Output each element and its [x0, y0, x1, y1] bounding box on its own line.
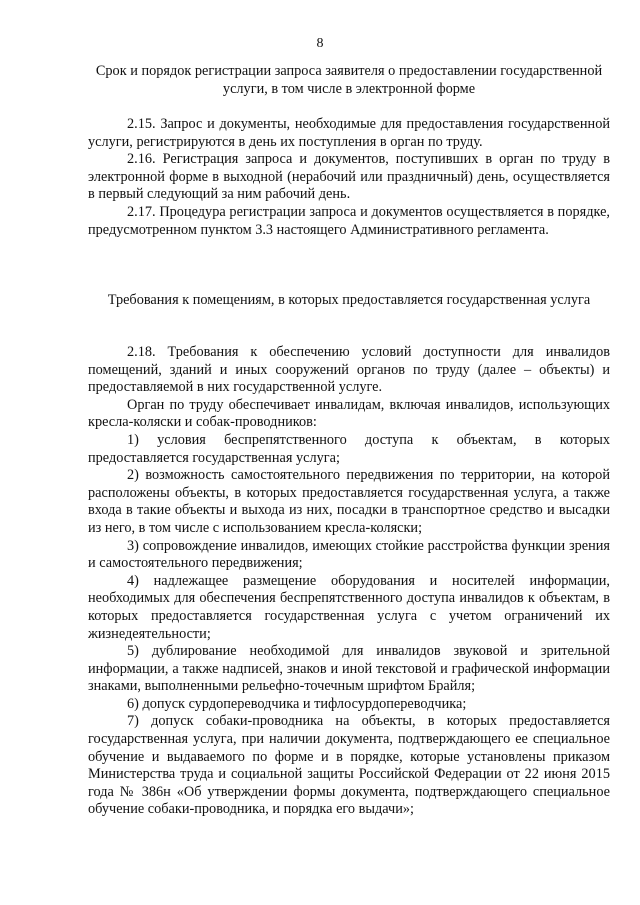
- list-item-2: 2) возможность самостоятельного передвижения по территории, на которой расположены объекты, в которых предоставляется государственная услуга, а также входа в такие объекты и выхода из них, посадки в транспортное средство и высадки из него, в том числе с использованием кресла-коляски;: [88, 467, 610, 536]
- paragraph-2-15: 2.15. Запрос и документы, необходимые для предоставления государственной услуги, регистрируются в день их поступления в орган по труду.: [88, 116, 610, 150]
- section-heading-registration: Срок и порядок регистрации запроса заявителя о предоставлении государственной услуги, в том числе в электронной форме: [95, 63, 603, 97]
- paragraph-2-16: 2.16. Регистрация запроса и документов, поступивших в орган по труду в электронной форме в выходной (нерабочий или праздничный) день, осуществляется в первый следующий за ним рабочий день.: [88, 151, 610, 203]
- paragraph-2-18: 2.18. Требования к обеспечению условий доступности для инвалидов помещений, зданий и иных сооружений органов по труду (далее – объекты) и предоставляемой в них государственной услуге.: [88, 344, 610, 396]
- list-item-1: 1) условия беспрепятственного доступа к объектам, в которых предоставляется государственная услуга;: [88, 431, 610, 466]
- list-item-3: 3) сопровождение инвалидов, имеющих стойкие расстройства функции зрения и самостоятельного передвижения;: [88, 537, 610, 572]
- list-item-5: 5) дублирование необходимой для инвалидов звуковой и зрительной информации, а также надписей, знаков и иной текстовой и графической информации знаками, выполненными рельефно-точечным шрифтом Брайля;: [88, 643, 610, 695]
- section-heading-premises: Требования к помещениям, в которых предоставляется государственная услуга: [107, 292, 591, 308]
- list-item-6: 6) допуск сурдопереводчика и тифлосурдопереводчика;: [127, 695, 467, 712]
- page-number: 8: [316, 36, 324, 51]
- list-item-7: 7) допуск собаки-проводника на объекты, в которых предоставляется государственная услуга, при наличии документа, подтверждающего ее специальное обучение и выдаваемого по форме и в порядке, которые установлены приказом Министерства труда и социальной защиты Российской Федерации от 22 июня 2015 года № 386н «Об утверждении формы документа, подтверждающего специальное обучение собаки-проводника, и порядка его выдачи»;: [88, 713, 610, 818]
- paragraph-2-17: 2.17. Процедура регистрации запроса и документов осуществляется в порядке, предусмотренном пунктом 3.3 настоящего Административного регламента.: [88, 203, 610, 238]
- section-body-registration: [88, 116, 610, 239]
- paragraph-intro-list: Орган по труду обеспечивает инвалидам, включая инвалидов, использующих кресла-коляски и собак-проводников:: [88, 396, 610, 431]
- section-body-premises: [88, 344, 610, 819]
- list-item-4: 4) надлежащее размещение оборудования и носителей информации, необходимых для обеспечения беспрепятственного доступа инвалидов к объектам, в которых предоставляется государственная услуга с учетом ограничений их жизнедеятельности;: [88, 572, 610, 642]
